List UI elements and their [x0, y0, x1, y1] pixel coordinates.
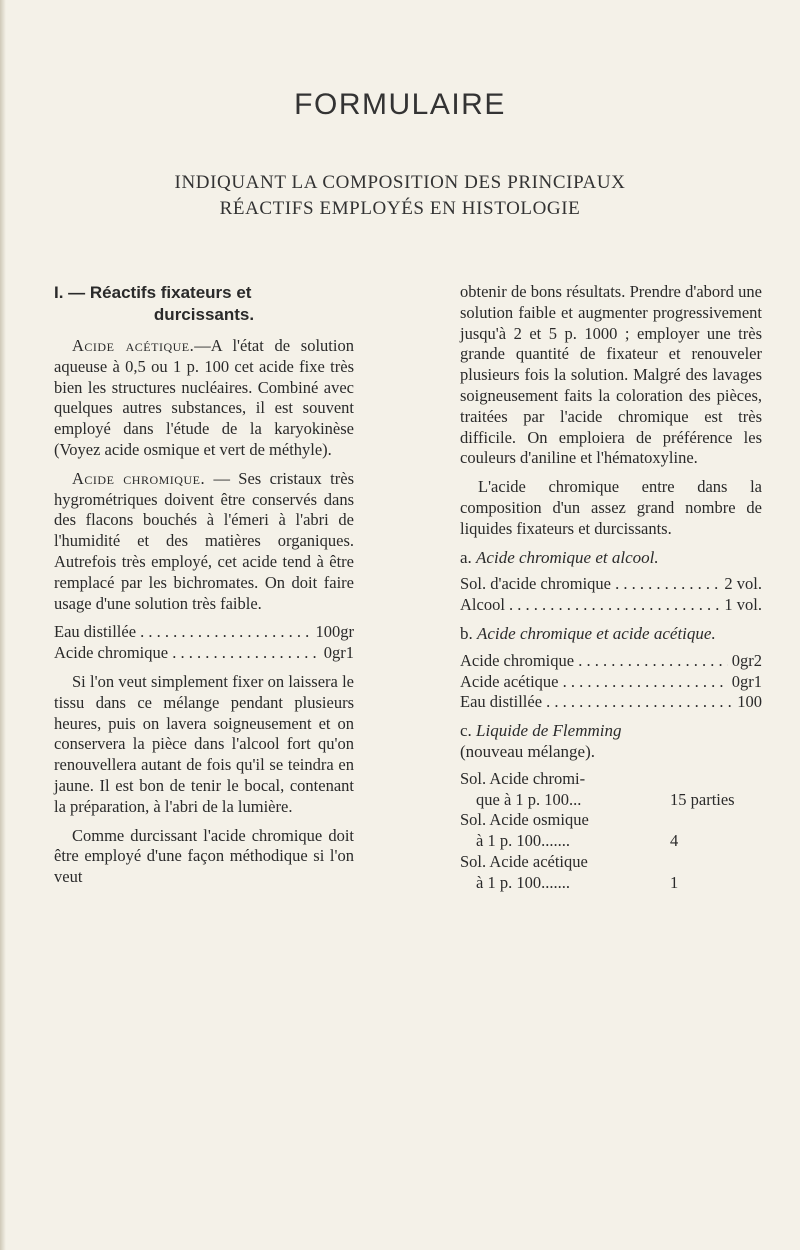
entry-lead-acide-chromique: Acide chromique.	[72, 468, 206, 488]
paragraph-composition: L'acide chromique entre dans la composition d'un assez grand nombre de liquides fixateurs et durcissants.	[460, 477, 762, 538]
formula-c-line-1: Sol. Acide chromi-	[460, 768, 586, 788]
section-heading	[54, 282, 354, 326]
page-subtitle	[0, 170, 800, 222]
formula-label: Sol. d'acide chromique . . .	[460, 574, 720, 595]
formula-row	[460, 651, 762, 672]
formula-value: 0gr1	[320, 643, 354, 664]
entry-lead-acide-acetique: Acide acétique.	[72, 336, 195, 355]
formula-label: Eau distillée . . .	[54, 622, 312, 643]
subtitle-line-1: INDIQUANT LA COMPOSITION DES PRINCIPAUX	[174, 172, 626, 193]
formula-row	[460, 595, 762, 616]
formula-value: 15 parties	[666, 790, 735, 811]
formula-list	[54, 622, 354, 664]
formula-row	[460, 574, 762, 595]
formula-label: Eau distillée . . .	[460, 692, 733, 713]
entry-text-acide-chromique: — Ses cristaux très hygrométriques doivent être conservés dans des flacons bouchés à l'émeri à l'abri de l'humidité et des matières organiques. Autrefois très employé, cet acide tend à être remplacé par les bichromates. On doit faire usage d'une solution très faible.	[54, 468, 354, 613]
formula-c-line-5: Sol. Acide acétique	[460, 851, 588, 871]
formula-label: que à 1 p. 100...	[476, 789, 582, 809]
right-column	[460, 282, 762, 902]
formula-row	[460, 873, 762, 894]
formula-c-line-3: Sol. Acide osmique	[460, 810, 589, 830]
formula-value: 0gr1	[728, 672, 762, 693]
subsection-b-title: Acide chromique et acide acétique.	[477, 623, 716, 643]
formula-row	[54, 643, 354, 664]
paragraph-continuation: obtenir de bons résultats. Prendre d'abord une solution faible et augmenter progressivement jusqu'à 2 et 5 p. 1000 ; employer une très grande quantité de fixateur et renouveler plusieurs fois la solution. Malgré des lavages soigneusement faits la coloration des pièces, traitées par l'acide chromique est très difficile. On emploiera de préférence les couleurs d'aniline et l'hématoxyline.	[460, 282, 762, 468]
subsection-a-heading	[460, 548, 762, 569]
formula-value: 1 vol.	[720, 595, 762, 616]
subsection-a-letter: a.	[460, 547, 472, 567]
section-heading-line-1: I. — Réactifs fixateurs et	[54, 283, 252, 302]
page-title: FORMULAIRE	[294, 88, 506, 121]
subsection-c-note: (nouveau mélange).	[460, 741, 595, 761]
formula-label: à 1 p. 100.......	[476, 831, 570, 851]
formula-a-list	[460, 574, 762, 616]
subsection-c-heading	[460, 721, 762, 763]
left-column	[54, 282, 354, 896]
formula-label: Acide acétique . . .	[460, 672, 728, 693]
formula-value: 100gr	[312, 622, 355, 643]
formula-label: Acide chromique . . .	[54, 643, 320, 664]
subsection-a-title: Acide chromique et alcool.	[476, 547, 659, 567]
paragraph-durcissant: Comme durcissant l'acide chromique doit être employé d'une façon méthodique si l'on veut	[54, 825, 354, 887]
section-heading-line-2: durcissants.	[153, 305, 255, 324]
formula-value: 0gr2	[728, 651, 762, 672]
formula-row	[54, 622, 354, 643]
formula-label: Acide chromique . . .	[460, 651, 728, 672]
subsection-c-title: Liquide de Flemming	[476, 721, 622, 741]
formula-value: 4	[666, 831, 678, 852]
subsection-b-heading	[460, 624, 762, 645]
formula-value: 1	[666, 873, 678, 894]
formula-row	[460, 672, 762, 693]
subsection-c-letter: c.	[460, 721, 472, 741]
subtitle-line-2: RÉACTIFS EMPLOYÉS EN HISTOLOGIE	[219, 198, 581, 219]
subsection-b-letter: b.	[460, 623, 473, 643]
formula-label: à 1 p. 100.......	[476, 872, 570, 892]
paragraph-acide-chromique	[54, 469, 354, 615]
formula-c-list	[460, 769, 762, 894]
formula-row	[460, 831, 762, 852]
formula-value: 100	[733, 692, 762, 713]
formula-row	[460, 790, 762, 811]
entry-text-acide-acetique: —A l'état de solution aqueuse à 0,5 ou 1 p. 100 cet acide fixe très bien les structures nucléaires. Combiné avec quelques autres substances, il est souvent employé dans l'étude de la karyokinèse (Voyez acide osmique et vert de méthyle).	[54, 336, 354, 459]
formula-value: 2 vol.	[720, 574, 762, 595]
paragraph-fixation: Si l'on veut simplement fixer on laissera le tissu dans ce mélange pendant plusieurs heures, puis on lavera soigneusement et on conservera la pièce dans l'alcool fort qu'on renouvellera autant de fois qu'il se teindra en jaune. Il est bon de tenir le bocal, contenant la préparation, à l'abri de la lumière.	[54, 671, 354, 816]
formula-row	[460, 692, 762, 713]
paragraph-acide-acetique	[54, 336, 354, 461]
formula-b-list	[460, 651, 762, 713]
formula-label: Alcool . . .	[460, 595, 720, 616]
